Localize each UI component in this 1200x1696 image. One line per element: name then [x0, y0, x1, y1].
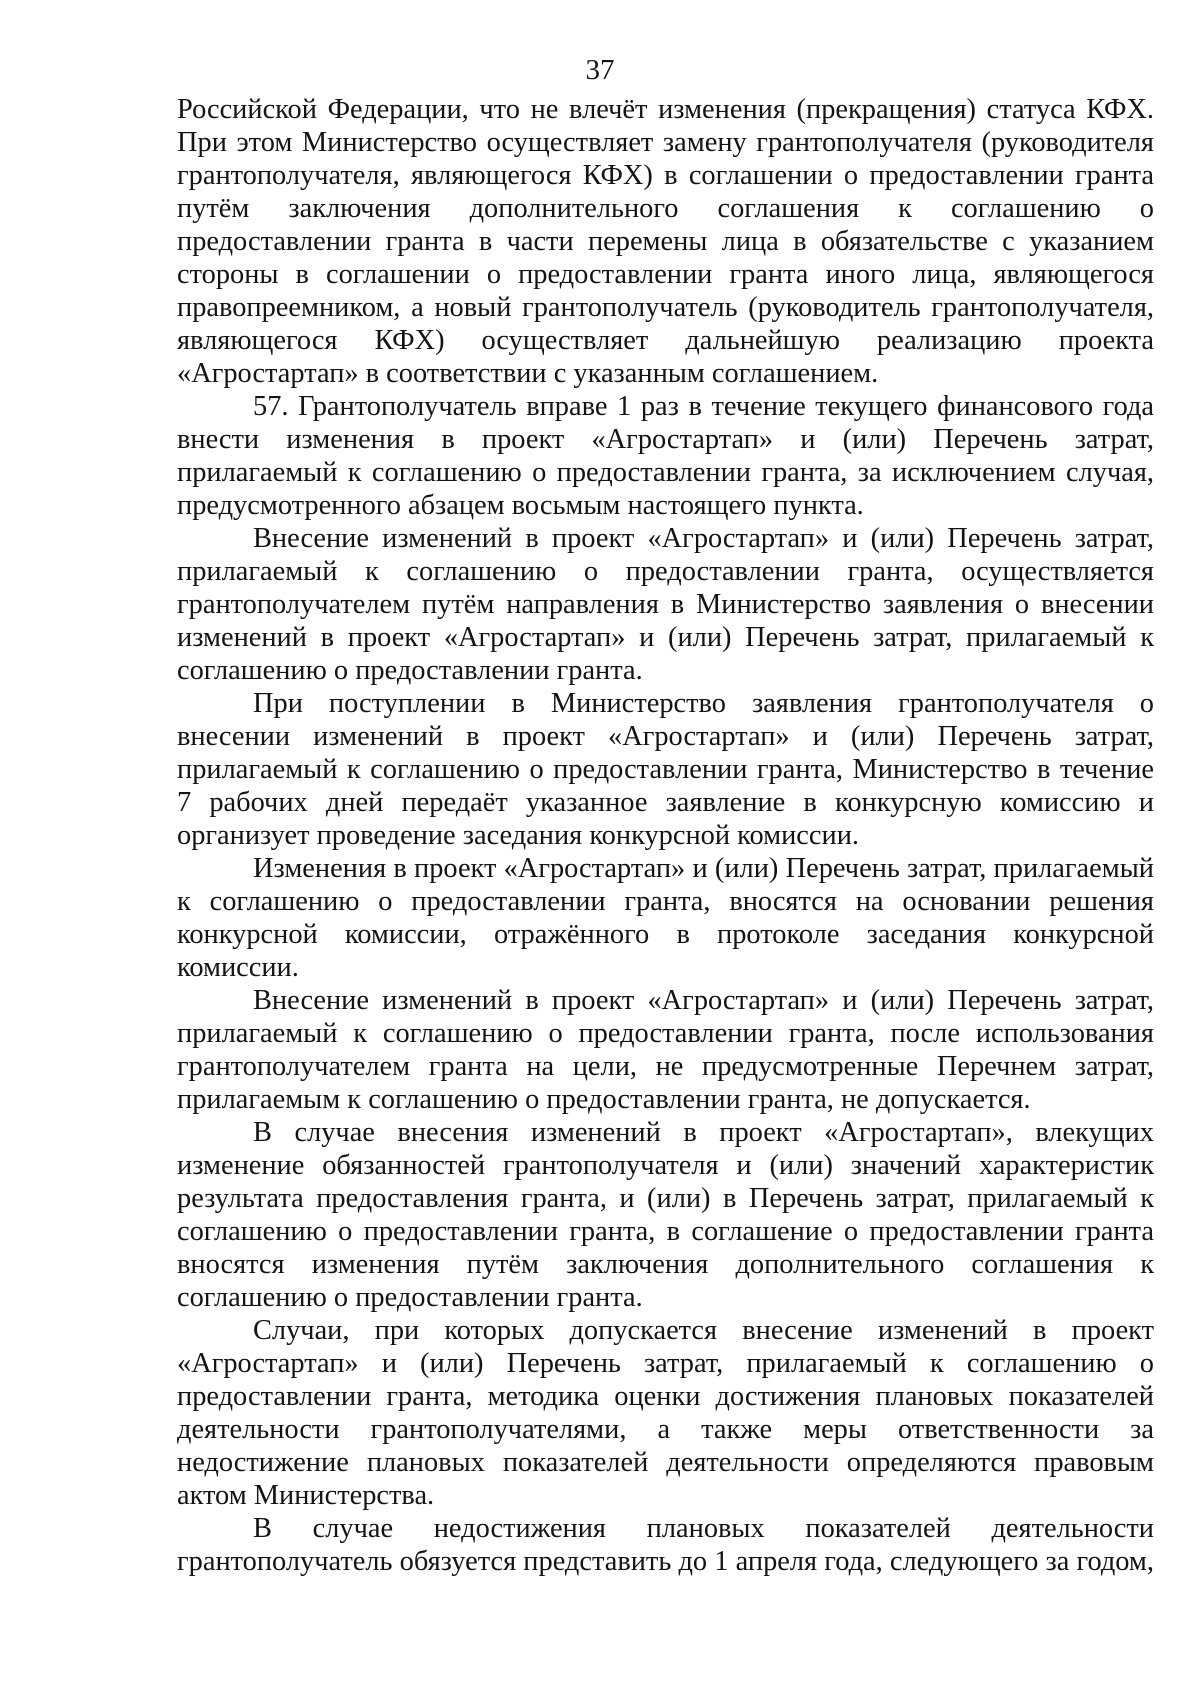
paragraph-continuation: Российской Федерации, что не влечёт изменения (прекращения) статуса КФХ. При этом Министерство осуществляет замену грантополучателя (руководителя грантополучателя, являющегося КФХ) в соглашении о предоставлении гранта путём заключения дополнительного соглашения к соглашению о предоставлении гранта в части перемены лица в обязательстве с указанием стороны в соглашении о предоставлении гранта иного лица, являющегося правопреемником, а новый грантополучатель (руководитель грантополучателя, являющегося КФХ) осуществляет дальнейшую реализацию проекта «Агростартап» в соответствии с указанным соглашением.: [177, 94, 1154, 389]
paragraph: Изменения в проект «Агростартап» и (или) Перечень затрат, прилагаемый к соглашению о предоставлении гранта, вносятся на основании решения конкурсной комиссии, отражённого в протоколе заседания конкурсной комиссии.: [177, 853, 1154, 983]
page-number: 37: [585, 54, 615, 86]
paragraph: Случаи, при которых допускается внесение изменений в проект «Агростартап» и (или) Перечень затрат, прилагаемый к соглашению о предоставлении гранта, методика оценки достижения плановых показателей деятельности грантополучателями, а также меры ответственности за недостижение плановых показателей деятельности определяются правовым актом Министерства.: [177, 1315, 1154, 1511]
document-body: [177, 93, 1154, 1578]
paragraph: В случае внесения изменений в проект «Агростартап», влекущих изменение обязанностей грантополучателя и (или) значений характеристик результата предоставления гранта, и (или) в Перечень затрат, прилагаемый к соглашению о предоставлении гранта, в соглашение о предоставлении гранта вносятся изменения путём заключения дополнительного соглашения к соглашению о предоставлении гранта.: [177, 1117, 1154, 1313]
paragraph-final-continues: В случае недостижения плановых показателей деятельности грантополучатель обязуется представить до 1 апреля года, следующего за годом,: [177, 1513, 1154, 1577]
paragraph: Внесение изменений в проект «Агростартап» и (или) Перечень затрат, прилагаемый к соглашению о предоставлении гранта, осуществляется грантополучателем путём направления в Министерство заявления о внесении изменений в проект «Агростартап» и (или) Перечень затрат, прилагаемый к соглашению о предоставлении гранта.: [177, 523, 1154, 686]
paragraph: При поступлении в Министерство заявления грантополучателя о внесении изменений в проект «Агростартап» и (или) Перечень затрат, прилагаемый к соглашению о предоставлении гранта, Министерство в течение 7 рабочих дней передаёт указанное заявление в конкурсную комиссию и организует проведение заседания конкурсной комиссии.: [177, 688, 1154, 851]
paragraph-item-57: 57. Грантополучатель вправе 1 раз в течение текущего финансового года внести изменения в проект «Агростартап» и (или) Перечень затрат, прилагаемый к соглашению о предоставлении гранта, за исключением случая, предусмотренного абзацем восьмым настоящего пункта.: [177, 391, 1154, 521]
paragraph: Внесение изменений в проект «Агростартап» и (или) Перечень затрат, прилагаемый к соглашению о предоставлении гранта, после использования грантополучателем гранта на цели, не предусмотренные Перечнем затрат, прилагаемым к соглашению о предоставлении гранта, не допускается.: [177, 985, 1154, 1115]
